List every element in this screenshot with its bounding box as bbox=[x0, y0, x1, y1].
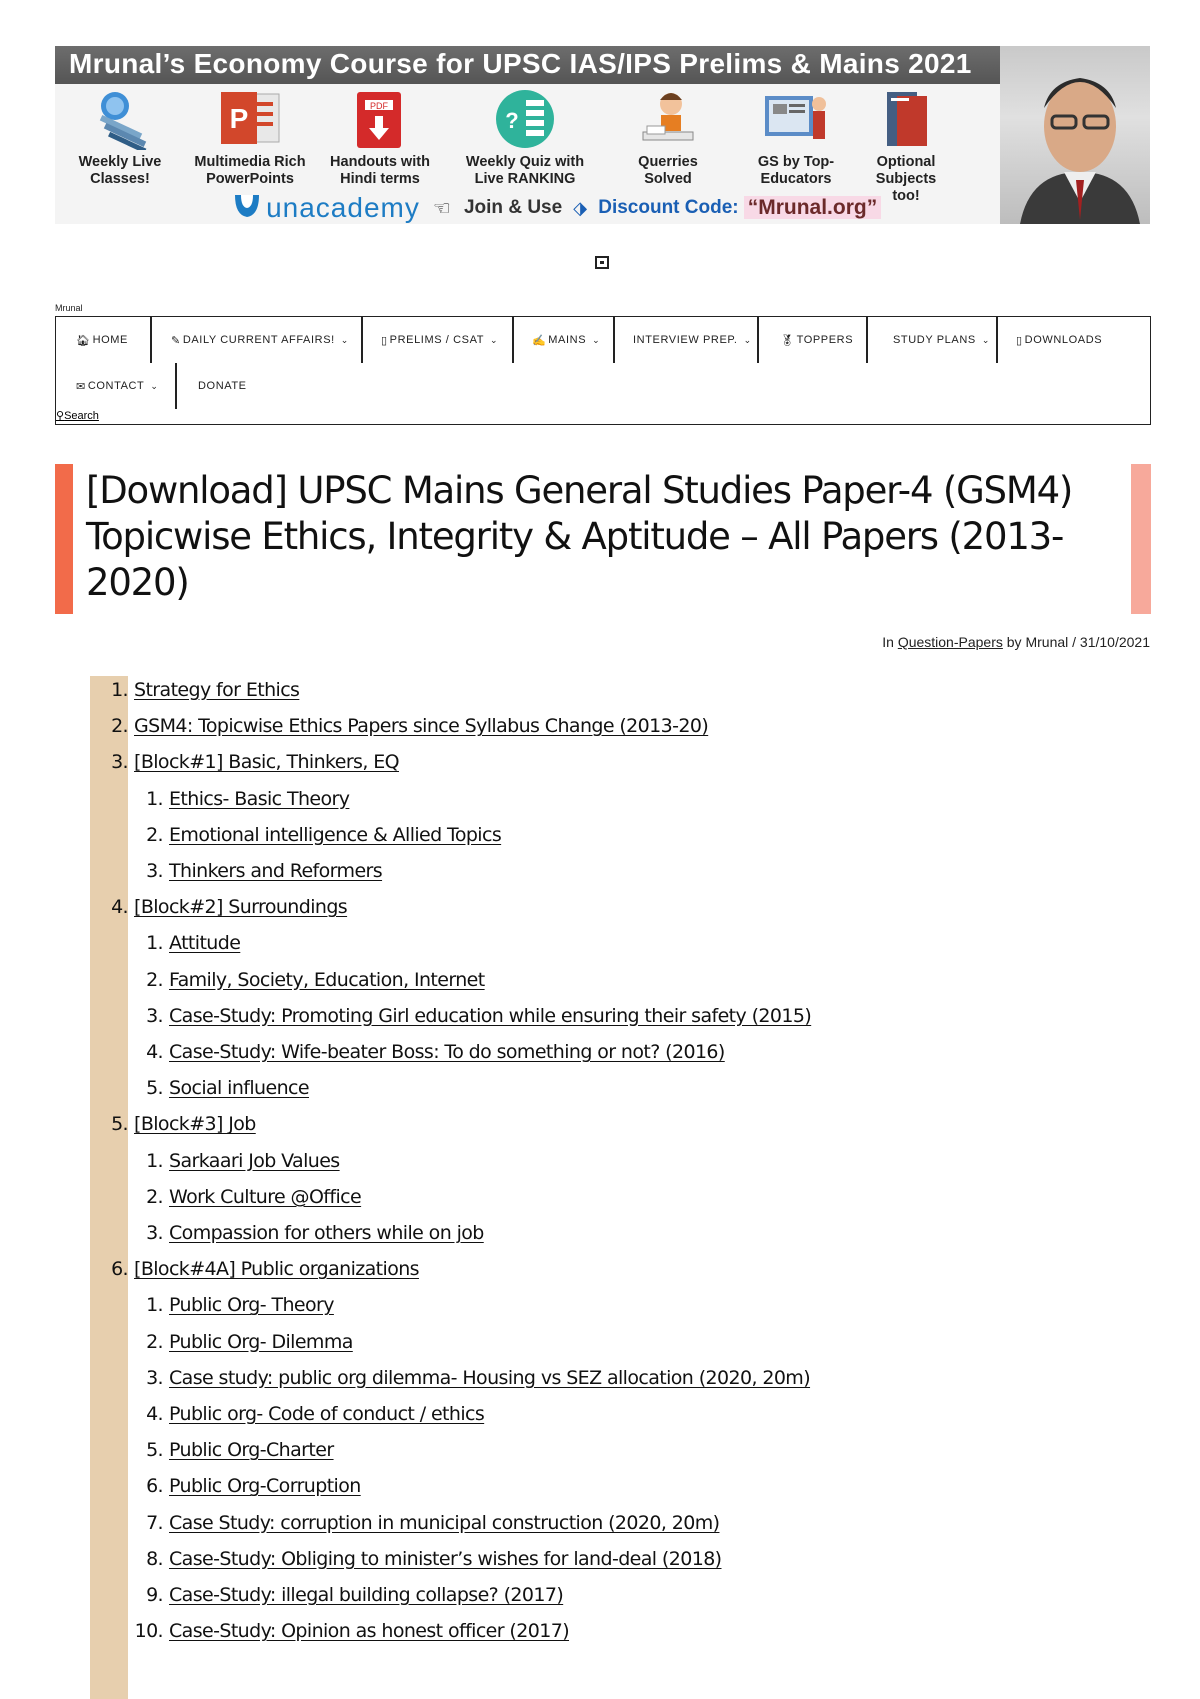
toc-number: 5. bbox=[111, 1113, 128, 1136]
toc-number: 7. bbox=[146, 1511, 163, 1534]
powerpoint-icon bbox=[215, 88, 285, 150]
site-name[interactable]: Mrunal bbox=[55, 303, 83, 313]
feature-label: Weekly Live Classes! bbox=[78, 154, 162, 187]
toc-link[interactable]: Strategy for Ethics bbox=[134, 679, 300, 701]
nav-item-interview-prep[interactable] bbox=[633, 317, 752, 363]
meta-by: by bbox=[1006, 634, 1022, 650]
toc-link[interactable]: [Block#4A] Public organizations bbox=[134, 1258, 419, 1281]
toc-number: 5. bbox=[146, 1077, 163, 1100]
chevron-down-icon: ⌄ bbox=[150, 380, 159, 391]
chevron-down-icon: ⌄ bbox=[981, 334, 990, 345]
author-name[interactable]: Mrunal bbox=[1025, 634, 1069, 650]
toc-link[interactable]: Public Org-Charter bbox=[169, 1439, 334, 1462]
nav-divider bbox=[866, 317, 868, 363]
search-label: Search bbox=[64, 410, 99, 422]
nav-divider bbox=[361, 317, 363, 363]
main-navigation bbox=[55, 316, 1151, 425]
books-icon bbox=[871, 88, 941, 150]
home-icon: 🏠︎ bbox=[76, 334, 91, 347]
search-icon: ⚲ bbox=[56, 410, 65, 422]
pencil-icon: ✎ bbox=[171, 334, 181, 347]
student-icon bbox=[633, 88, 703, 150]
toc-link[interactable]: [Block#2] Surroundings bbox=[134, 896, 348, 919]
nav-label: INTERVIEW PREP. bbox=[633, 334, 738, 346]
promo-banner[interactable] bbox=[55, 46, 1150, 224]
svg-text:?: ? bbox=[505, 108, 519, 133]
image-placeholder-icon bbox=[595, 256, 609, 269]
toc-number: 1. bbox=[146, 932, 163, 955]
toc-link[interactable]: Compassion for others while on job bbox=[169, 1222, 484, 1244]
toc-link[interactable]: GSM4: Topicwise Ethics Papers since Syllabus Change (2013-20) bbox=[134, 715, 709, 738]
toc-link[interactable]: Public org- Code of conduct / ethics bbox=[169, 1403, 485, 1425]
toc-number: 6. bbox=[146, 1475, 163, 1498]
post-meta bbox=[882, 634, 1150, 650]
toc-link[interactable]: Case-Study: Obliging to minister’s wishes for land-deal (2018) bbox=[169, 1547, 722, 1570]
svg-text:P: P bbox=[229, 103, 249, 134]
nav-item-home[interactable] bbox=[76, 317, 128, 363]
toc-number: 3. bbox=[111, 751, 128, 774]
notebook-icon: ▯ bbox=[1016, 334, 1023, 347]
svg-text:PDF: PDF bbox=[370, 101, 388, 111]
toc-number: 4. bbox=[111, 896, 128, 919]
nav-divider bbox=[613, 317, 615, 363]
category-link[interactable]: Question-Papers bbox=[897, 634, 1003, 650]
nav-item-daily-current-affairs[interactable] bbox=[171, 317, 349, 363]
unacademy-logo-icon bbox=[233, 193, 261, 223]
toc-number: 2. bbox=[146, 968, 163, 991]
join-text: Join & Use bbox=[463, 197, 563, 218]
nav-item-downloads[interactable] bbox=[1016, 317, 1102, 363]
nav-divider bbox=[512, 317, 514, 363]
chevron-down-icon: ⌄ bbox=[743, 334, 752, 345]
toc-link[interactable]: Public Org-Corruption bbox=[169, 1475, 361, 1498]
toc-link[interactable]: Attitude bbox=[169, 932, 241, 955]
medal-icon: 🏅︎ bbox=[780, 334, 795, 347]
nav-label: MAINS bbox=[548, 334, 587, 346]
search-link[interactable] bbox=[56, 409, 99, 422]
discount-label: Discount Code: bbox=[598, 197, 739, 218]
toc-number: 10. bbox=[134, 1620, 163, 1643]
toc-number: 2. bbox=[111, 715, 128, 738]
feature-optional bbox=[841, 88, 971, 205]
chevron-down-icon: ⌄ bbox=[340, 334, 349, 345]
toc-number: 1. bbox=[111, 679, 128, 701]
toc-number: 3. bbox=[146, 860, 163, 882]
nav-label: PRELIMS / CSAT bbox=[389, 334, 485, 346]
toc-number: 3. bbox=[146, 1366, 163, 1389]
pointing-hand-icon: ☜ bbox=[432, 196, 451, 220]
page-title: [Download] UPSC Mains General Studies Paper-4 (GSM4) Topicwise Ethics, Integrity & Aptitude – All Papers (2013-2020) bbox=[86, 469, 1073, 604]
toc-number: 1. bbox=[146, 1149, 163, 1172]
toc-number: 4. bbox=[146, 1403, 163, 1425]
pdf-icon bbox=[345, 88, 415, 150]
toc-number: 8. bbox=[146, 1547, 163, 1570]
notebook-icon: ▯ bbox=[381, 334, 388, 347]
nav-item-prelims-csat[interactable] bbox=[381, 317, 498, 363]
nav-item-contact[interactable] bbox=[76, 363, 159, 409]
feature-powerpoints bbox=[185, 88, 315, 188]
feature-label: Querries Solved bbox=[638, 154, 698, 187]
date-separator: / bbox=[1072, 634, 1077, 650]
toc-link[interactable]: Case study: public org dilemma- Housing vs SEZ allocation (2020, 20m) bbox=[169, 1366, 811, 1389]
toc-number: 4. bbox=[146, 1041, 163, 1063]
nav-divider bbox=[996, 317, 998, 363]
author-photo bbox=[1000, 46, 1150, 224]
toc-number: 3. bbox=[146, 1222, 163, 1244]
banner-title: Mrunal’s Economy Course for UPSC IAS/IPS Prelims & Mains 2021 bbox=[69, 48, 972, 79]
unacademy-row bbox=[233, 192, 881, 222]
toc-link[interactable]: Case-Study: Wife-beater Boss: To do something or not? (2016) bbox=[169, 1041, 725, 1063]
nav-divider bbox=[175, 363, 177, 409]
nav-label: DOWNLOADS bbox=[1024, 334, 1103, 346]
tag-icon: ⬗ bbox=[573, 197, 588, 219]
unacademy-text: unacademy bbox=[266, 192, 420, 223]
title-accent-right bbox=[1131, 464, 1151, 614]
chevron-down-icon: ⌄ bbox=[490, 334, 499, 345]
toc-link[interactable]: Case-Study: Opinion as honest officer (2017) bbox=[169, 1620, 570, 1643]
feature-label: Handouts with Hindi terms bbox=[330, 154, 430, 187]
toc-link[interactable]: Ethics- Basic Theory bbox=[169, 787, 350, 810]
nav-label: HOME bbox=[92, 334, 128, 346]
writing-hand-icon: ✍ bbox=[532, 334, 547, 347]
toc-link[interactable]: [Block#3] Job bbox=[134, 1113, 256, 1136]
nav-label: TOPPERS bbox=[796, 334, 854, 346]
post-date: 31/10/2021 bbox=[1079, 634, 1150, 650]
banner-title-bar bbox=[55, 46, 1150, 84]
toc-link[interactable]: Sarkaari Job Values bbox=[169, 1149, 340, 1172]
toc-number: 5. bbox=[146, 1439, 163, 1462]
feature-live-classes bbox=[55, 88, 185, 188]
toc-number: 2. bbox=[146, 823, 163, 846]
nav-divider bbox=[757, 317, 759, 363]
nav-item-donate[interactable] bbox=[198, 363, 247, 409]
toc-link[interactable]: Case Study: corruption in municipal construction (2020, 20m) bbox=[169, 1511, 720, 1534]
meta-in: In bbox=[882, 634, 894, 650]
toc-number: 2. bbox=[146, 1330, 163, 1353]
feature-label: Weekly Quiz with Live RANKING bbox=[465, 154, 585, 187]
toc-link[interactable]: Work Culture @Office bbox=[169, 1185, 362, 1208]
toc-number: 1. bbox=[146, 1294, 163, 1317]
toc-link[interactable]: Public Org- Theory bbox=[169, 1294, 334, 1317]
nav-item-study-plans[interactable] bbox=[893, 317, 990, 363]
feature-queries bbox=[603, 88, 733, 188]
toc-link[interactable]: Case-Study: illegal building collapse? (2017) bbox=[169, 1584, 564, 1606]
feature-label: GS by Top- Educators bbox=[757, 154, 835, 187]
toc-number: 6. bbox=[111, 1258, 128, 1281]
toc-number: 9. bbox=[146, 1584, 163, 1606]
feature-quiz bbox=[460, 88, 590, 188]
live-classes-icon bbox=[85, 88, 155, 150]
toc-link[interactable]: Family, Society, Education, Internet bbox=[169, 968, 485, 991]
toc-link[interactable]: Thinkers and Reformers bbox=[169, 860, 383, 882]
nav-divider bbox=[150, 317, 152, 363]
toc-link[interactable]: Social influence bbox=[169, 1077, 309, 1100]
toc-number: 1. bbox=[146, 787, 163, 810]
toc-number: 2. bbox=[146, 1185, 163, 1208]
nav-label: CONTACT bbox=[87, 380, 145, 392]
feature-label: Multimedia Rich PowerPoints bbox=[194, 154, 306, 187]
nav-item-mains[interactable] bbox=[532, 317, 600, 363]
chevron-down-icon: ⌄ bbox=[592, 334, 601, 345]
nav-item-toppers[interactable] bbox=[780, 317, 853, 363]
toc-link[interactable]: Public Org- Dilemma bbox=[169, 1330, 353, 1353]
toc-number: 3. bbox=[146, 1004, 163, 1027]
toc-link[interactable]: [Block#1] Basic, Thinkers, EQ bbox=[134, 751, 399, 774]
feature-label: Optional Subjects too! bbox=[875, 154, 937, 204]
discount-code: “Mrunal.org” bbox=[744, 196, 882, 219]
toc-link[interactable]: Emotional intelligence & Allied Topics bbox=[169, 823, 502, 846]
contact-icon: ✉ bbox=[76, 380, 86, 393]
title-accent-left bbox=[55, 464, 73, 614]
quiz-icon bbox=[490, 88, 560, 150]
toc-link[interactable]: Case-Study: Promoting Girl education while ensuring their safety (2015) bbox=[169, 1004, 812, 1027]
nav-label: STUDY PLANS bbox=[893, 334, 976, 346]
educator-icon bbox=[761, 88, 831, 150]
nav-label: DAILY CURRENT AFFAIRS! bbox=[182, 334, 335, 346]
feature-handouts bbox=[315, 88, 445, 188]
nav-label: DONATE bbox=[198, 380, 247, 392]
